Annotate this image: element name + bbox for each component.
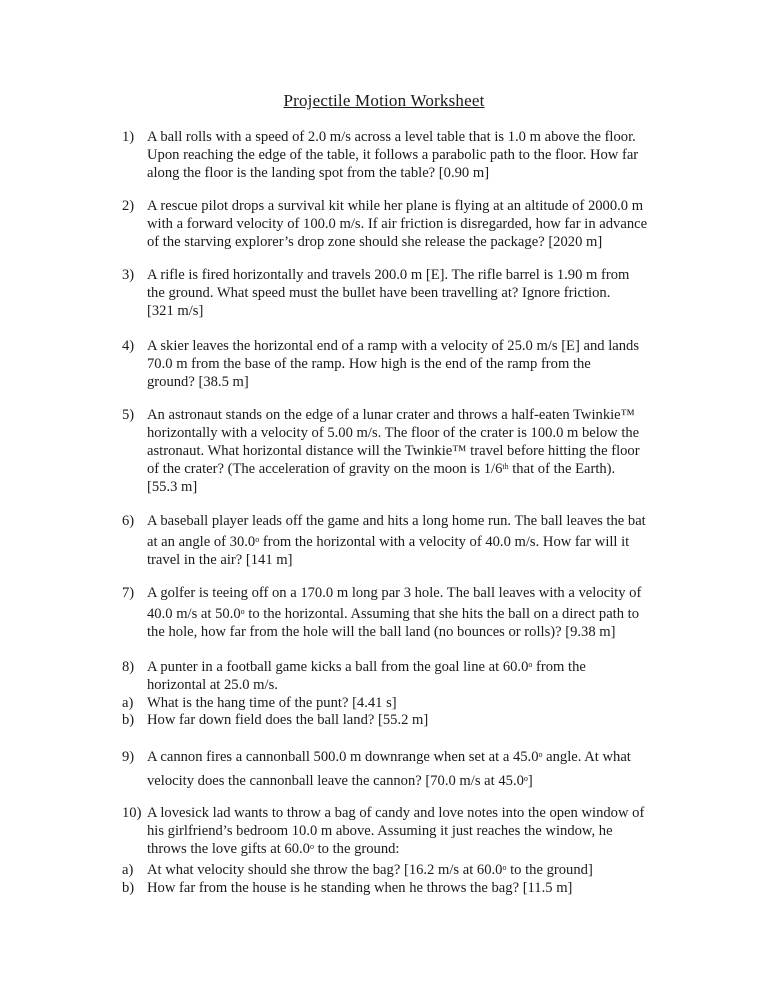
question-number: 10) <box>122 805 142 821</box>
question-line: A ball rolls with a speed of 2.0 m/s across a level table that is 1.0 m above the floor. <box>147 129 636 145</box>
question-line: horizontally with a velocity of 5.00 m/s. The floor of the crater is 100.0 m below the <box>147 425 640 441</box>
question-line: [321 m/s] <box>147 303 204 319</box>
question-number: 5) <box>122 407 135 423</box>
question-line: of the starving explorer’s drop zone should she release the package? [2020 m] <box>147 234 603 250</box>
page-title: Projectile Motion Worksheet <box>283 91 485 110</box>
part-text: How far from the house is he standing when he throws the bag? [11.5 m] <box>147 880 573 896</box>
question-line: A baseball player leads off the game and hits a long home run. The ball leaves the bat <box>147 513 646 529</box>
question-line: horizontal at 25.0 m/s. <box>147 677 278 693</box>
question-line: A punter in a football game kicks a ball from the goal line at 60.0$^o$ from the <box>147 659 586 675</box>
part-label: b) <box>122 880 135 896</box>
question-line: 40.0 m/s at 50.0$^o$ to the horizontal. Assuming that she hits the ball on a direct path to <box>147 606 640 622</box>
question-line: A rifle is fired horizontally and travels 200.0 m [E]. The rifle barrel is 1.90 m from <box>147 267 630 283</box>
question-line: A lovesick lad wants to throw a bag of candy and love notes into the open window of <box>147 805 645 821</box>
question-number: 3) <box>122 267 135 283</box>
question-line: the ground. What speed must the bullet have been travelling at? Ignore friction. <box>147 285 611 301</box>
part-label: a) <box>122 695 134 711</box>
question-number: 4) <box>122 338 135 354</box>
question-line: travel in the air? [141 m] <box>147 552 293 568</box>
question-line: his girlfriend’s bedroom 10.0 m above. Assuming it just reaches the window, he <box>147 823 613 839</box>
question-line: velocity does the cannonball leave the cannon? [70.0 m/s at 45.0$^o$] <box>147 773 533 789</box>
question-line: astronaut. What horizontal distance will the Twinkie™ travel before hitting the floor <box>147 443 640 459</box>
question-number: 6) <box>122 513 135 529</box>
question-line: A rescue pilot drops a survival kit while her plane is flying at an altitude of 2000.0 m <box>147 198 644 214</box>
part-label: a) <box>122 862 134 878</box>
question-number: 9) <box>122 749 135 765</box>
question-number: 1) <box>122 129 135 145</box>
question-line: of the crater? (The acceleration of gravity on the moon is 1/6th that of the Earth). <box>147 461 616 477</box>
question-line: along the floor is the landing spot from the table? [0.90 m] <box>147 165 490 181</box>
question-line: with a forward velocity of 100.0 m/s. If air friction is disregarded, how far in advance <box>147 216 648 232</box>
question-number: 7) <box>122 585 135 601</box>
question-line: 70.0 m from the base of the ramp. How high is the end of the ramp from the <box>147 356 591 372</box>
question-line: A cannon fires a cannonball 500.0 m downrange when set at a 45.0$^o$ angle. At what <box>147 749 631 765</box>
part-text: What is the hang time of the punt? [4.41 s] <box>147 695 397 711</box>
question-line: [55.3 m] <box>147 479 198 495</box>
question-number: 8) <box>122 659 135 675</box>
question-line: A skier leaves the horizontal end of a ramp with a velocity of 25.0 m/s [E] and lands <box>147 338 639 354</box>
part-text: At what velocity should she throw the bag? [16.2 m/s at 60.0$^o$ to the ground] <box>147 862 593 878</box>
part-label: b) <box>122 712 135 728</box>
question-line: at an angle of 30.0$^o$ from the horizontal with a velocity of 40.0 m/s. How far will it <box>147 534 630 550</box>
part-text: How far down field does the ball land? [55.2 m] <box>147 712 429 728</box>
question-line: ground? [38.5 m] <box>147 374 249 390</box>
question-line: the hole, how far from the hole will the ball land (no bounces or rolls)? [9.38 m] <box>147 624 616 640</box>
question-line: throws the love gifts at 60.0$^o$ to the ground: <box>147 841 400 857</box>
question-line: An astronaut stands on the edge of a lunar crater and throws a half-eaten Twinkie™ <box>147 407 635 423</box>
question-line: Upon reaching the edge of the table, it follows a parabolic path to the floor. How far <box>147 147 639 163</box>
question-number: 2) <box>122 198 135 214</box>
question-line: A golfer is teeing off on a 170.0 m long par 3 hole. The ball leaves with a velocity of <box>147 585 642 601</box>
